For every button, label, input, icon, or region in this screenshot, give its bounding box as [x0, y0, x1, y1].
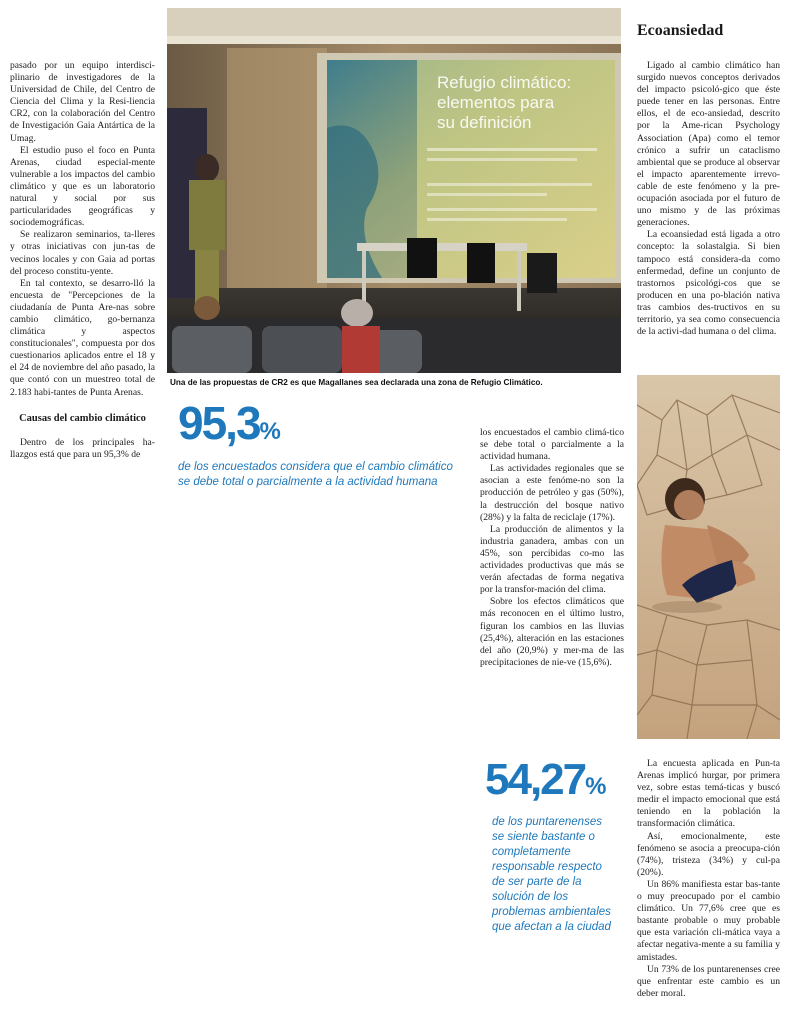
paragraph: La producción de alimentos y la industria ganadera, ambas con un 45%, son percibidas co-mo las actividades productivas que más se verán afectadas de forma negativa por la transfor-mación del clima.	[480, 523, 624, 596]
drought-child-illustration	[637, 375, 780, 739]
paragraph: La ecoansiedad está ligada a otro concepto: la solastalgia. Si bien tampoco está considera-da como enfermedad, define un conjunto de trastornos psicológi-cos que se producen en una po-blación nativa tras cambios des-tructivos en su territorio, ya sea como consecuencia de la activi-dad humana o del clima.	[637, 229, 780, 338]
paragraph: pasado por un equipo interdisci-plinario de investigadores de la Universidad de Chile, del Centro de Ciencia del Clima y la Resi-liencia CR2, con la colaboración del Centro de Investigación Gaia Antártica de la Umag.	[10, 60, 155, 144]
paragraph: Así, emocionalmente, este fenómeno se asocia a preocupa-ción (74%), tristeza (34%) y cul-pa (20%).	[637, 830, 780, 878]
paragraph: Sobre los efectos climáticos que más reconocen en el último lustro, figuran los cambios en las lluvias (25,4%), alteración en las estaciones del año (20,9%) y mer-ma de las precipitaciones de nie-ve (15,6%).	[480, 596, 624, 668]
drought-child-photo	[637, 375, 780, 739]
slide-title-line-2: elementos para	[437, 93, 555, 112]
section-headline: Ecoansiedad	[637, 22, 724, 39]
paragraph: Las actividades regionales que se asocian a este fenóme-no son la producción de petróleo y gas (50%), la destrucción del bosque nativo (28%) y la falta de reciclaje (17%).	[480, 463, 624, 523]
conference-photo	[167, 8, 621, 373]
subheading-causas: Causas del cambio climático	[19, 412, 146, 424]
stat-unit: %	[259, 418, 281, 445]
middle-column	[480, 427, 624, 669]
paragraph: La encuesta aplicada en Pun-ta Arenas implicó hurgar, por primera vez, sobre estas temá-ticas y buscó medir el impacto emocional que está teniendo en la población la transformación climática.	[637, 758, 780, 830]
paragraph: El estudio puso el foco en Punta Arenas, ciudad especial-mente vulnerable a los impactos del cambio climático y que es un laboratorio natural y social por sus particularidades geográficas y sociodemográficas.	[10, 144, 155, 229]
slide-title-line-3: su definición	[437, 113, 532, 132]
photo-caption: Una de las propuestas de CR2 es que Magallanes sea declarada una zona de Refugio Climático.	[170, 378, 543, 387]
paragraph: Se realizaron seminarios, ta-lleres y otras iniciativas con jun-tas de vecinos locales y con Gaia ad portas del proceso constitu-yente.	[10, 229, 155, 277]
stat-95-description: de los encuestados considera que el cambio climático se debe total o parcialmente a la actividad humana	[178, 461, 453, 488]
stat-value: 54,27	[485, 755, 586, 804]
stat-value: 95,3	[178, 397, 260, 449]
paragraph: Un 86% manifiesta estar bas-tante o muy preocupado por el cambio climático. Un 77,6% cree que es bastante probable o muy probable que esta variación cli-mática vaya a afectar negativa-mente a su familia y amistades.	[637, 878, 780, 963]
stat-54-value	[485, 756, 606, 811]
paragraph: Ligado al cambio climático han surgido nuevos conceptos derivados del impacto psicoló-gico que éste puede tener en las personas. Entre ellos, el de eco-ansiedad, descrito por la Ame-rican Psychology Association (Apa) como el temor crónico a sufrir un cataclismo ambiental que se produce al observar el impacto aparentemente irrevo-cable de este fenómeno y la pre-ocupación asociada por el futuro de uno mismo y de las próximas generaciones.	[637, 60, 780, 229]
stat-54-description: de los puntarenenses se siente bastante o completamente responsable respecto de ser parte de la solución de los problemas ambientales que afectan a la ciudad	[492, 816, 611, 933]
stat-95-value	[178, 398, 281, 457]
stat-unit: %	[585, 773, 607, 800]
paragraph: los encuestados el cambio climá-tico se debe total o parcialmente a la actividad humana.	[480, 427, 624, 463]
right-column-bottom	[637, 758, 780, 1000]
paragraph: Dentro de los principales ha-llazgos está que para un 95,3% de	[10, 437, 155, 461]
paragraph: En tal contexto, se desarro-lló la encuesta de "Percepciones de la ciudadanía de Punta Are-nas sobre cambio climático, go-bernanza climática y aspectos constitucionales", compuesta por dos cuestionarios aplicados entre el 18 y el 24 de noviembre del año pasado, la que contó con un muestreo total de 2.183 habi-tantes de Punta Arenas.	[10, 277, 155, 398]
paragraph: Un 73% de los puntarenenses cree que enfrentar este cambio es un deber moral.	[637, 963, 780, 999]
slide-title-line-1: Refugio climático:	[437, 73, 572, 92]
conference-photo-illustration	[167, 8, 621, 373]
right-column-top	[637, 60, 780, 338]
left-column	[10, 60, 155, 461]
